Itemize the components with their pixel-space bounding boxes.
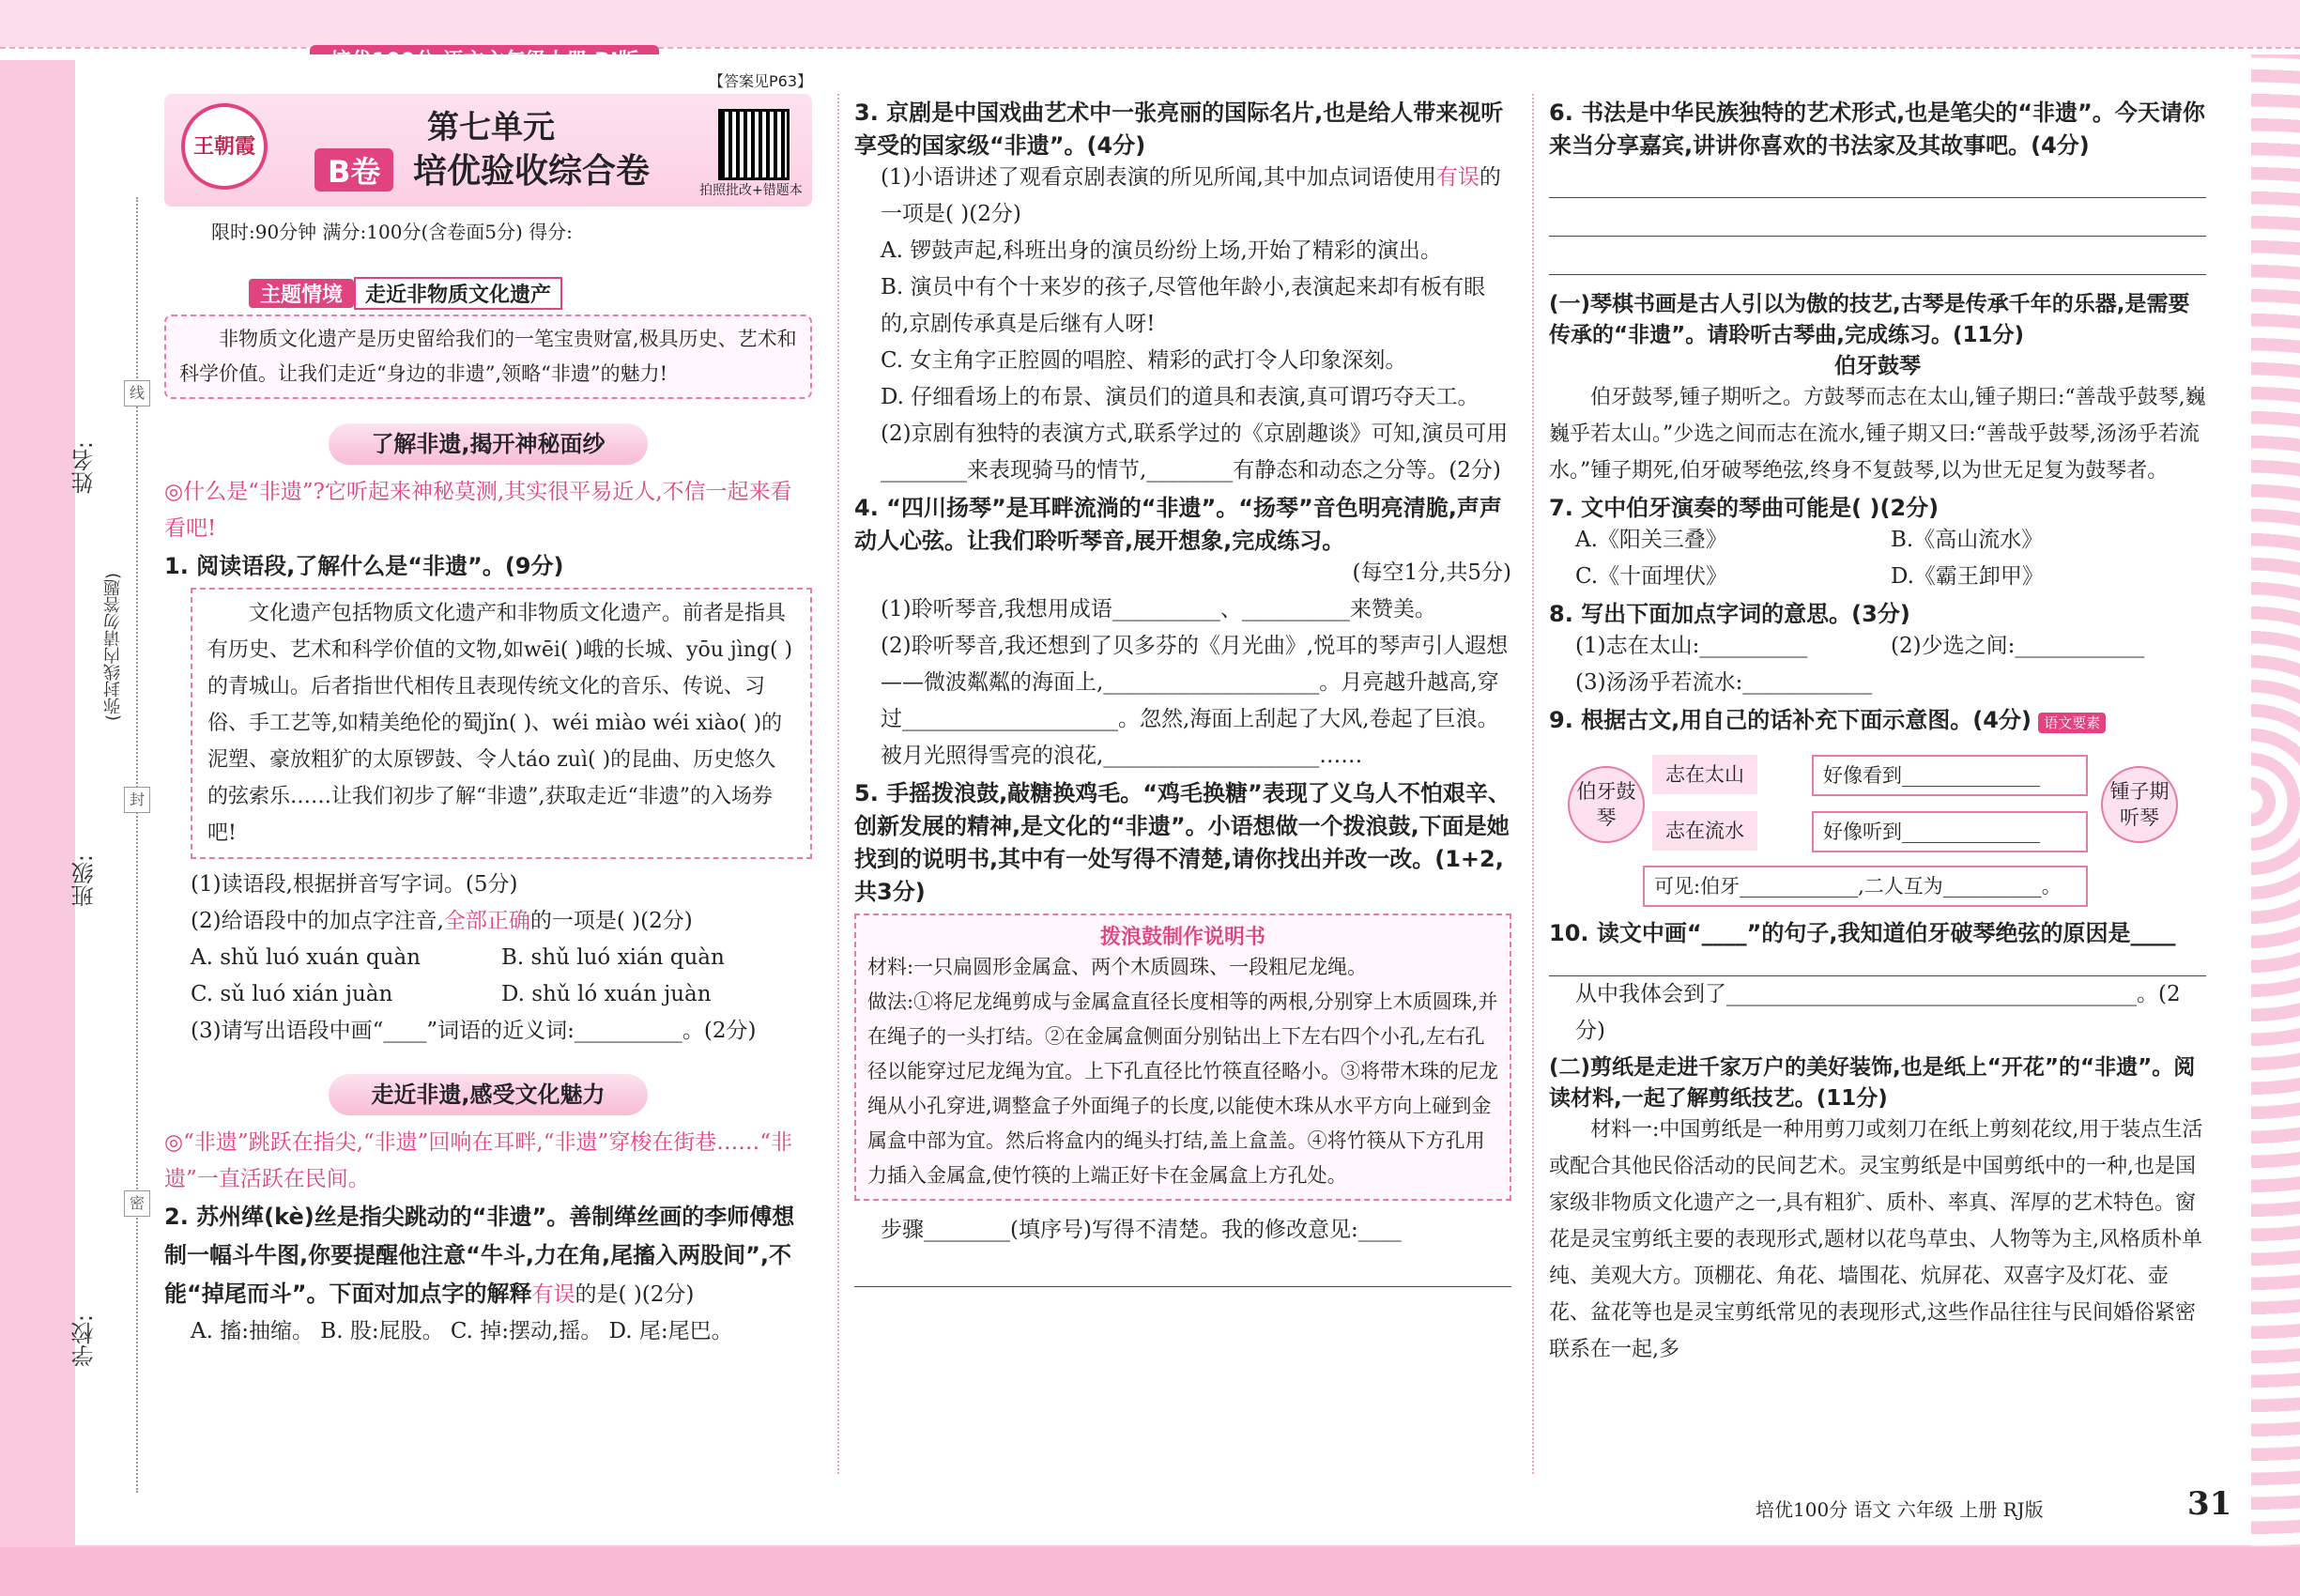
diagram-box-water: 志在流水 [1652,811,1757,851]
binding-mark-line: 线 [124,380,150,407]
question-8-part-1: (1)志在太山:__________ [1575,634,1808,658]
name-label: 姓名: [71,441,98,495]
binding-mark-seal: 封 [124,787,150,813]
question-8-part-3: (3)汤汤乎若流水:____________ [1575,670,1873,695]
unit-title: 第七单元 [427,109,555,146]
school-label: 学校: [71,1314,98,1368]
section-intro: ◎“非遗”跳跃在指尖,“非遗”回响在耳畔,“非遗”穿梭在街巷……“非遗”一直活跃在民间。 [164,1130,792,1191]
brand-logo: 王朝霞 [181,103,268,190]
binding-mark-secret: 密 [124,1190,150,1217]
diagram-right-circle: 锺子期听琴 [2101,766,2178,843]
option-c[interactable]: C. 女主角字正腔圆的唱腔、精彩的武打令人印象深刻。 [881,348,1407,373]
question-1-part-1: (1)读语段,根据拼音写字词。(5分) [191,872,518,897]
question-4-stem: 4. “四川扬琴”是耳畔流淌的“非遗”。“扬琴”音色明亮清脆,声声动人心弦。让我们聆听琴音,展开想象,完成练习。 [854,495,1502,554]
paper-b-label: B卷 [314,148,393,192]
question-5-answer: 步骤________(填序号)写得不清楚。我的修改意见:____ [881,1218,1402,1242]
column-separator [1532,94,1534,1474]
question-7-stem: 7. 文中伯牙演奏的琴曲可能是( )(2分) [1549,495,1940,521]
question-2-emphasis: 有误 [531,1282,575,1307]
question-2-stem: 2. 苏州缂(kè)丝是指尖跳动的“非遗”。善制缂丝画的李师傅想制一幅斗牛图,你要提醒他注意“牛斗,力在角,尾搐入两股间”,不能“掉尾而斗”。下面对加点字的解释 [164,1204,795,1307]
option-b[interactable]: B. 演员中有个十来岁的孩子,尽管他年龄小,表演起来却有板有眼的,京剧传承真是后继有人呀! [881,275,1486,336]
mind-map-diagram [1549,747,2206,907]
q1-p2-tail: 的一项是( )(2分) [529,909,693,933]
diagram-left-circle: 伯牙鼓琴 [1568,766,1645,843]
qr-caption: 拍照批改+错题本 [699,183,803,198]
question-3-part-2: (2)京剧有独特的表演方式,联系学过的《京剧趣谈》可知,演员可用________来表现骑马的情节,________有静态和动态之分等。(2分) [881,422,1509,483]
question-8-part-2: (2)少选之间:____________ [1891,634,2145,658]
option-c[interactable]: C.《十面埋伏》 [1575,564,1728,589]
ancient-text-title: 伯牙鼓琴 [1834,354,1921,378]
bottom-band [0,1547,2300,1596]
theme-row [164,277,812,315]
option-a[interactable]: A. 锣鼓声起,科班出身的演员纷纷上场,开始了精彩的演出。 [881,238,1442,263]
question-7-options [1549,522,2206,595]
material-1-text: 材料一:中国剪纸是一种用剪刀或刻刀在纸上剪刻花纹,用于装点生活或配合其他民俗活动的民间艺术。灵宝剪纸是中国剪纸中的一种,也是国家级非物质文化遗产之一,具有粗犷、质朴、率真、浑厚的艺术特色。窗花是灵宝剪纸主要的表现形式,题材以花鸟草虫、人物等为主,风格质朴单纯、美观大方。顶棚花、角花、墙围花、炕屏花、双喜字及灯花、壶花、盆花等也是灵宝剪纸常见的表现形式,这些作品往往与民间婚俗紧密联系在一起,多 [1549,1118,2203,1361]
column-separator [837,94,839,1474]
option-a[interactable]: A.《阳关三叠》 [1575,528,1727,552]
question-4-part-2: (2)聆听琴音,我还想到了贝多芬的《月光曲》,悦耳的琴声引人遐想——微波粼粼的海面上,____________________。月亮越升越高,穿过____________________。忽然,海面上刮起了大风,卷起了巨浪。被月光照得雪亮的浪花,____________________…… [881,634,1509,768]
answer-reference: 【答案见P63】 [708,72,812,90]
qr-code-icon[interactable] [718,109,790,180]
column-2 [854,94,1511,1287]
question-2 [164,1198,812,1313]
option-d[interactable]: D.《霸王卸甲》 [1891,564,2044,589]
question-1-stem: 1. 阅读语段,了解什么是“非遗”。(9分) [164,553,564,579]
question-1-options [164,940,812,1013]
manual-method: 做法:①将尼龙绳剪成与金属盒直径长度相等的两根,分别穿上木质圆珠,并在绳子的一头打结。②在金属盒侧面分别钻出上下左右四个小孔,左右孔径以能穿过尼龙绳为宜。上下孔直径比竹筷直径略小。③将带木珠的尼龙绳从小孔穿进,调整盒子外面绳子的长度,以能使木珠从水平方向上碰到金属盒中部为宜。然后将盒内的绳头打结,盖上盒盖。④将竹筷从下方孔用力插入金属盒,使竹筷的上端正好卡在金属盒上方孔处。 [867,990,1498,1187]
section-title: 了解非遗,揭开神秘面纱 [329,423,648,465]
q3-p1-text: (1)小语讲述了观看京剧表演的所见所闻,其中加点词语使用 [881,165,1436,190]
q3-p1-emphasis: 有误 [1435,165,1480,190]
binding-note: (弥封线内请勿答题) [103,573,123,722]
question-2-options[interactable]: A. 搐:抽缩。 B. 股:屁股。 C. 掉:摆动,摇。 D. 尾:尾巴。 [191,1319,733,1343]
reading-passage: 文化遗产包括物质文化遗产和非物质文化遗产。前者是指具有历史、艺术和科学价值的文物,如wēi( )峨的长城、yōu jìng( )的青城山。后者指世代相传且表现传统文化的音乐、传说、习俗、手工艺等,如精美绝伦的蜀jǐn( )、wéi miào wéi xiào( )的泥塑、豪放粗犷的太原锣鼓、令人táo zuì( )的昆曲、历史悠久的弦索乐……让我们初步了解“非遗”,获取走近“非遗”的入场券吧! [191,588,812,859]
diagram-answer-2[interactable]: 好像听到______________ [1812,811,2088,852]
question-8-parts [1549,628,2206,701]
question-1-part-2 [164,903,812,940]
option-d[interactable]: D. shǔ ló xuán juàn [501,982,712,1006]
section-intro: ◎什么是“非遗”?它听起来神秘莫测,其实很平易近人,不信一起来看看吧! [164,480,792,541]
answer-line[interactable] [1549,198,2206,237]
question-10-stem: 10. 读文中画“____”的句子,我知道伯牙破琴绝弦的原因是____ [1549,920,2176,946]
ancient-text: 伯牙鼓琴,锺子期听之。方鼓琴而志在太山,锺子期曰:“善哉乎鼓琴,巍巍乎若太山。”少选之间而志在流水,锺子期又曰:“善哉乎鼓琴,汤汤乎若流水。”锺子期死,伯牙破琴绝弦,终身不复鼓琴,以为世无足复为鼓琴者。 [1549,386,2206,483]
theme-intro: 非物质文化遗产是历史留给我们的一笔宝贵财富,极具历史、艺术和科学价值。让我们走近“身边的非遗”,领略“非遗”的魅力! [164,315,812,399]
manual-title: 拨浪鼓制作说明书 [1099,926,1265,949]
title-banner [164,72,812,207]
question-6-stem: 6. 书法是中华民族独特的艺术形式,也是笔尖的“非遗”。今天请你来当分享嘉宾,讲讲你喜欢的书法家及其故事吧。(4分) [1549,100,2205,159]
exam-title: 培优验收综合卷 [413,152,651,191]
section-title: 走近非遗,感受文化魅力 [329,1074,648,1115]
diagram-box-mountain: 志在太山 [1652,755,1757,794]
theme-tag: 主题情境 [249,279,354,308]
question-9-stem: 9. 根据古文,用自己的话补充下面示意图。(4分) [1549,707,2032,733]
option-c[interactable]: C. sǔ luó xián juàn [191,982,393,1006]
manual-materials: 材料:一只扁圆形金属盒、两个木质圆珠、一段粗尼龙绳。 [867,956,1368,978]
question-9 [1549,701,2206,740]
q3-p1-tail: 的一项是( )(2分) [881,165,1501,226]
part-2-head: (二)剪纸是走进千家万户的美好装饰,也是纸上“开花”的“非遗”。阅读材料,一起了解剪纸技艺。(11分) [1549,1055,2196,1111]
q1-p2-text: (2)给语段中的加点字注音, [191,909,444,933]
diagram-answer-1[interactable]: 好像看到______________ [1812,755,2088,796]
answer-line[interactable] [1549,160,2206,198]
answer-line[interactable] [1549,237,2206,275]
question-10-tail: 从中我体会到了______________________________________。(2分) [1575,982,2181,1043]
decor-wave [2251,54,2300,1549]
q1-p2-emphasis: 全部正确 [443,909,530,933]
exam-meta: 限时:90分钟 满分:100分(含卷面5分) 得分: [211,221,573,243]
question-1-part-3: (3)请写出语段中画“____”词语的近义词:__________。(2分) [191,1019,757,1043]
page-number: 31 [2187,1485,2232,1523]
answer-line[interactable] [854,1249,1511,1287]
diagram-conclusion[interactable]: 可见:伯牙____________,二人互为__________。 [1643,866,2088,907]
question-4-score: (每空1分,共5分) [1352,560,1511,585]
question-2-tail: 的是( )(2分) [575,1282,695,1307]
column-1 [164,72,812,1350]
option-d[interactable]: D. 仔细看场上的布景、演员们的道具和表演,真可谓巧夺天工。 [881,385,1480,409]
class-label: 班级: [71,854,98,908]
part-1-head: (一)琴棋书画是古人引以为傲的技艺,古琴是传承千年的乐器,是需要传承的“非遗”。请聆听古琴曲,完成练习。(11分) [1549,292,2190,347]
question-3-stem: 3. 京剧是中国戏曲艺术中一张亮丽的国际名片,也是给人带来视听享受的国家级“非遗”。(4分) [854,100,1504,159]
question-5-stem: 5. 手摇拨浪鼓,敲糖换鸡毛。“鸡毛换糖”表现了义乌人不怕艰辛、创新发展的精神,是文化的“非遗”。小语想做一个拨浪鼓,下面是她找到的说明书,其中有一处写得不清楚,请你找出并改一改。(1+2,共3分) [854,780,1510,905]
instruction-manual [854,913,1511,1201]
theme-name: 走近非物质文化遗产 [354,277,562,310]
footer-series: 培优100分 语文 六年级 上册 RJ版 [1756,1498,2044,1521]
answer-line[interactable] [1549,947,2206,976]
option-b[interactable]: B.《高山流水》 [1891,528,2044,552]
language-element-tag: 语文要素 [2038,713,2106,733]
column-3 [1549,94,2206,1368]
option-a[interactable]: A. shǔ luó xuán quàn [191,945,421,970]
question-4-part-1: (1)聆听琴音,我想用成语__________、__________来赞美。 [881,597,1436,622]
question-8-stem: 8. 写出下面加点字词的意思。(3分) [1549,601,1910,627]
option-b[interactable]: B. shǔ luó xián quàn [501,945,725,970]
question-3-part-1 [854,160,1511,233]
